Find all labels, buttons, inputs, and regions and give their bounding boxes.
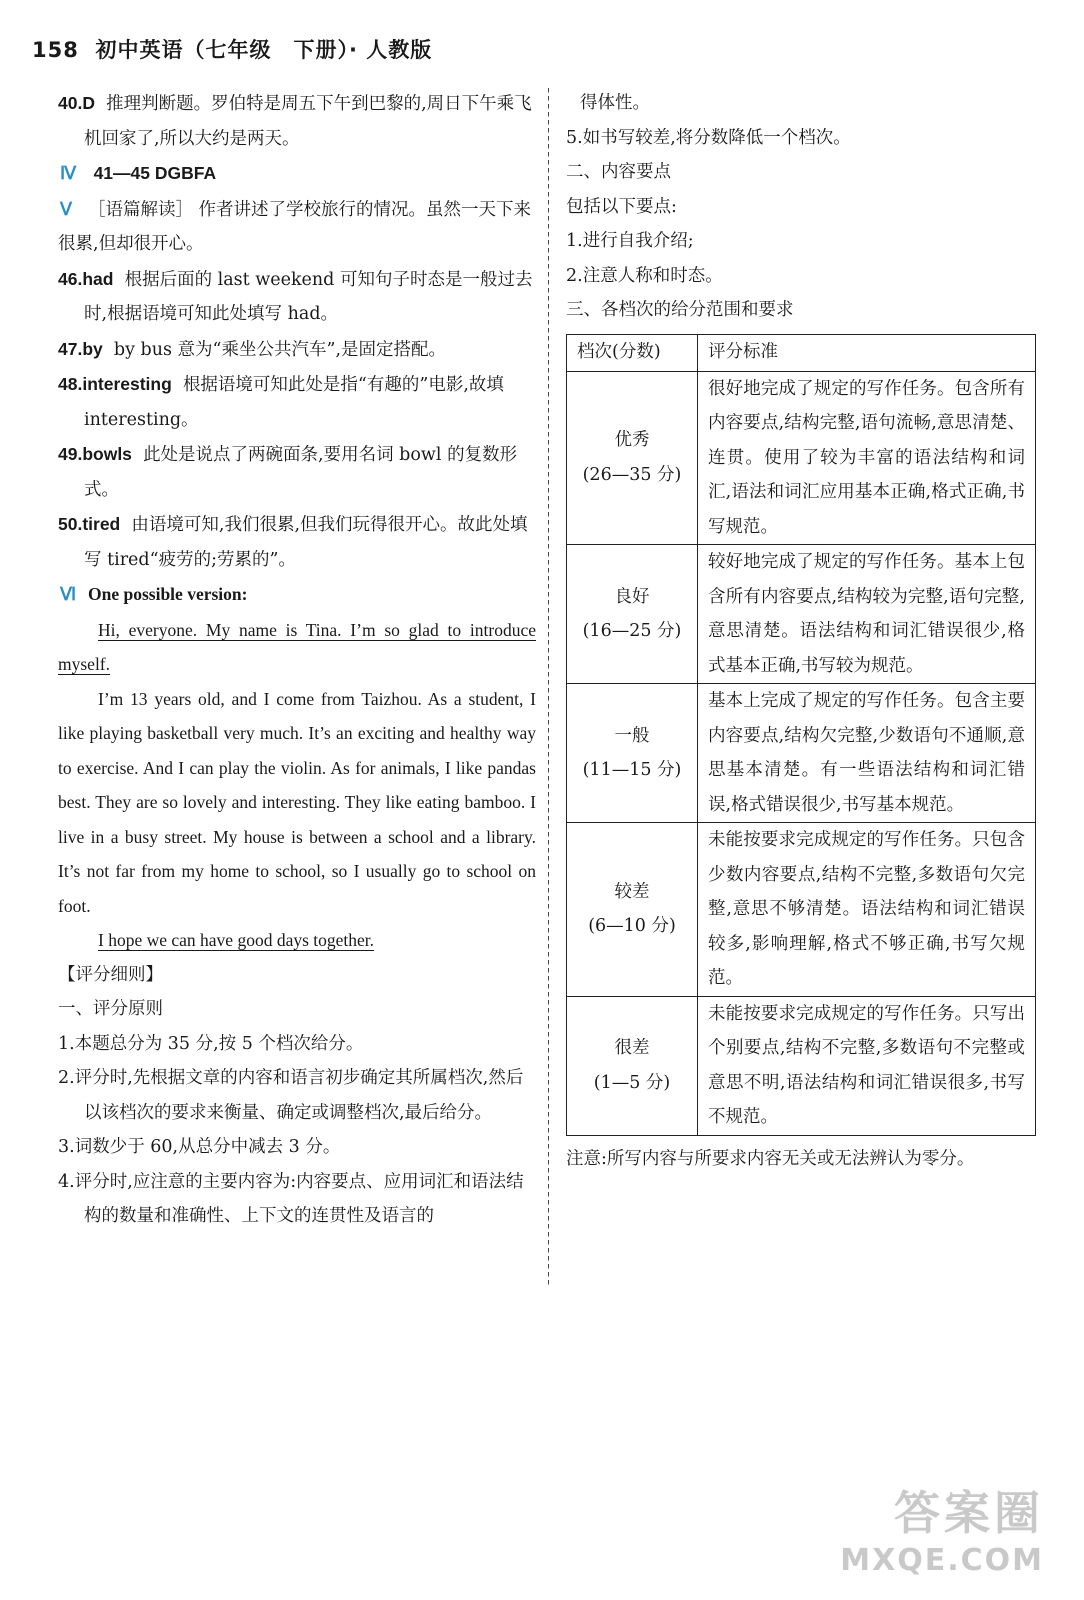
grading-table [566,334,1036,1136]
book-title: 初中英语（七年级 下册）· 人教版 [95,38,433,62]
criteria-cell: 未能按要求完成规定的写作任务。只写出个别要点,结构不完整,多数语句不完整或意思不明,语法结构和词汇错误很多,书写不规范。 [698,996,1036,1135]
answer-49: 49.bowls 此处是说点了两碗面条,要用名词 bowl 的复数形式。 [58,444,518,500]
watermark-logo: 答案圈 MXQE.COM [840,1486,1044,1578]
essay-paragraph-2: I’m 13 years old, and I come from Taizhou. As a student, I like playing basketball very much. It’s an exciting and healthy way to exercise. And I can play the violin. As for animals, I like pandas best. They are so lovely and interesting. They like eating bamboo. I live in a busy street. My house is between a school and a library. It’s not far from my home to school, so I usually go to school on foot. [58,688,536,916]
header-criteria: 评分标准 [698,334,1036,371]
point-2: 2.注意人称和时态。 [566,265,723,286]
answer-47: 47.by by bus 意为“乘坐公共汽车”,是固定搭配。 [58,338,447,360]
essay-paragraph-1: Hi, everyone. My name is Tina. I’m so glad to introduce myself. [58,619,536,674]
level-cell: 较差 (6—10 分) [567,823,698,997]
answer-46: 46.had 根据后面的 last weekend 可知句子时态是一般过去时,根据语境可知此处填写 had。 [58,268,533,324]
zero-score-note: 注意:所写内容与所要求内容无关或无法辨认为零分。 [566,1148,975,1169]
answer-48: 48.interesting 根据语境可知此处是指“有趣的”电影,故填 interesting。 [58,374,504,430]
section-6: Ⅵ One possible version: [60,584,248,604]
section-5: Ⅴ ［语篇解读］ 作者讲述了学校旅行的情况。虽然一天下来很累,但却很开心。 [58,198,532,254]
header-level: 档次(分数) [567,334,698,371]
left-column [58,86,536,1234]
answer-40: 40.D 推理判断题。罗伯特是周五下午到巴黎的,周日下午乘飞机回家了,所以大约是两天。 [58,93,532,149]
criteria-cell: 较好地完成了规定的写作任务。基本上包含所有内容要点,结构较为完整,语句完整,意思清楚。语法结构和词汇错误很少,格式基本正确,书写较为规范。 [698,545,1036,684]
content-points-title: 二、内容要点 [566,162,671,182]
level-cell: 优秀 (26—35 分) [567,371,698,545]
column-divider [548,88,549,1288]
rule-4-continued: 得体性。 [580,93,650,113]
table-row [567,545,1036,684]
page-header [32,34,432,64]
section-4: Ⅳ 41—45 DGBFA [60,163,217,183]
page-number: 158 [32,38,79,62]
levels-title: 三、各档次的给分范围和要求 [566,300,794,320]
criteria-cell: 未能按要求完成规定的写作任务。只包含少数内容要点,结构不完整,多数语句欠完整,意思不够清楚。语法结构和词汇错误较多,影响理解,格式不够正确,书写欠规范。 [698,823,1036,997]
rule-5: 5.如书写较差,将分数降低一个档次。 [566,127,851,148]
level-cell: 良好 (16—25 分) [567,545,698,684]
rule-4: 4.评分时,应注意的主要内容为:内容要点、应用词汇和语法结构的数量和准确性、上下文的连贯性及语言的 [58,1171,524,1226]
rule-2: 2.评分时,先根据文章的内容和语言初步确定其所属档次,然后以该档次的要求来衡量、确定或调整档次,最后给分。 [58,1068,524,1123]
include-label: 包括以下要点: [566,196,677,217]
criteria-cell: 基本上完成了规定的写作任务。包含主要内容要点,结构欠完整,少数语句不通顺,意思基本清楚。有一些语法结构和词汇错误,格式错误很少,书写基本规范。 [698,684,1036,823]
right-column [566,86,1036,1176]
table-header-row [567,334,1036,371]
table-row [567,371,1036,545]
rule-3: 3.词数少于 60,从总分中减去 3 分。 [58,1137,341,1157]
answer-50: 50.tired 由语境可知,我们很累,但我们玩得很开心。故此处填写 tired“疲劳的;劳累的”。 [58,514,528,570]
criteria-cell: 很好地完成了规定的写作任务。包含所有内容要点,结构完整,语句流畅,意思清楚、连贯。使用了较为丰富的语法结构和词汇,语法和词汇应用基本正确,格式正确,书写规范。 [698,371,1036,545]
level-cell: 很差 (1—5 分) [567,996,698,1135]
level-cell: 一般 (11—15 分) [567,684,698,823]
table-row [567,684,1036,823]
essay-paragraph-3: I hope we can have good days together. [98,930,375,950]
table-row [567,823,1036,997]
table-row [567,996,1036,1135]
rule-1: 1.本题总分为 35 分,按 5 个档次给分。 [58,1033,364,1054]
principles-title: 一、评分原则 [58,999,163,1019]
point-1: 1.进行自我介绍; [566,231,694,251]
rules-title: 【评分细则】 [58,964,163,985]
